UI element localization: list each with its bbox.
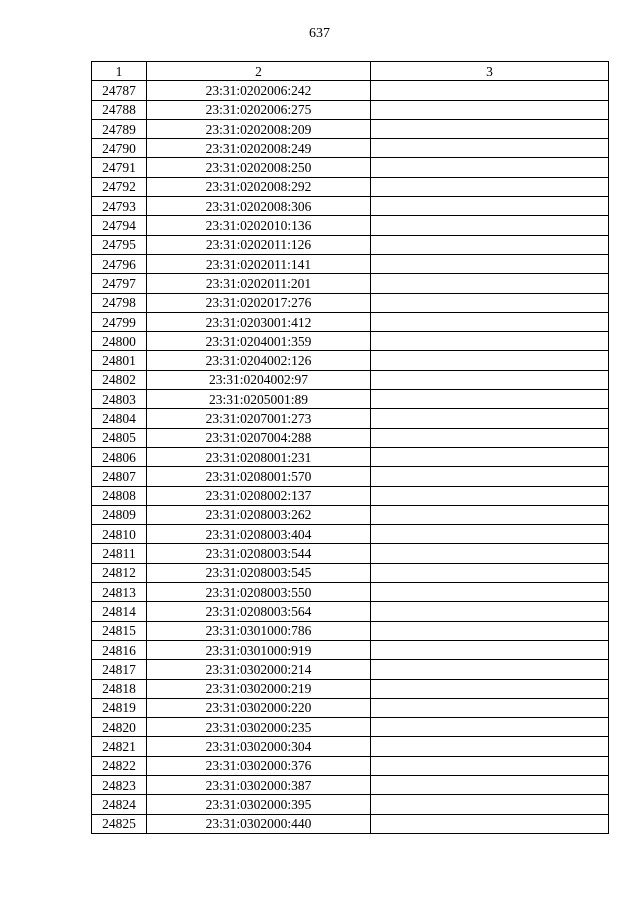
- table-row: [92, 698, 609, 717]
- note-cell: [371, 197, 609, 216]
- table-row: [92, 640, 609, 659]
- column-header-1: 1: [92, 62, 147, 81]
- cadastral-number-cell: 23:31:0204001:359: [147, 332, 371, 351]
- note-cell: [371, 602, 609, 621]
- table-row: [92, 351, 609, 370]
- row-number-cell: 24801: [92, 351, 147, 370]
- note-cell: [371, 428, 609, 447]
- table-row: [92, 216, 609, 235]
- row-number-cell: 24812: [92, 563, 147, 582]
- row-number-cell: 24799: [92, 312, 147, 331]
- note-cell: [371, 177, 609, 196]
- row-number-cell: 24816: [92, 640, 147, 659]
- column-header-3: 3: [371, 62, 609, 81]
- row-number-cell: 24800: [92, 332, 147, 351]
- cadastral-number-cell: 23:31:0302000:376: [147, 756, 371, 775]
- row-number-cell: 24796: [92, 254, 147, 273]
- row-number-cell: 24803: [92, 390, 147, 409]
- cadastral-number-cell: 23:31:0202008:249: [147, 139, 371, 158]
- cadastral-number-cell: 23:31:0202008:209: [147, 119, 371, 138]
- row-number-cell: 24809: [92, 505, 147, 524]
- note-cell: [371, 640, 609, 659]
- cadastral-number-cell: 23:31:0207004:288: [147, 428, 371, 447]
- row-number-cell: 24806: [92, 447, 147, 466]
- row-number-cell: 24815: [92, 621, 147, 640]
- cadastral-number-cell: 23:31:0202011:126: [147, 235, 371, 254]
- note-cell: [371, 718, 609, 737]
- row-number-cell: 24792: [92, 177, 147, 196]
- row-number-cell: 24797: [92, 274, 147, 293]
- table-row: [92, 795, 609, 814]
- cadastral-number-cell: 23:31:0302000:235: [147, 718, 371, 737]
- note-cell: [371, 100, 609, 119]
- note-cell: [371, 293, 609, 312]
- table-body: [92, 81, 609, 834]
- row-number-cell: 24825: [92, 814, 147, 833]
- row-number-cell: 24819: [92, 698, 147, 717]
- table-row: [92, 332, 609, 351]
- note-cell: [371, 756, 609, 775]
- cadastral-number-cell: 23:31:0208003:545: [147, 563, 371, 582]
- table-row: [92, 293, 609, 312]
- note-cell: [371, 216, 609, 235]
- table-row: [92, 81, 609, 100]
- note-cell: [371, 158, 609, 177]
- row-number-cell: 24791: [92, 158, 147, 177]
- note-cell: [371, 351, 609, 370]
- note-cell: [371, 409, 609, 428]
- table-row: [92, 467, 609, 486]
- cadastral-number-cell: 23:31:0208003:544: [147, 544, 371, 563]
- cadastral-number-cell: 23:31:0301000:919: [147, 640, 371, 659]
- cadastral-number-cell: 23:31:0202008:306: [147, 197, 371, 216]
- row-number-cell: 24810: [92, 525, 147, 544]
- note-cell: [371, 525, 609, 544]
- note-cell: [371, 486, 609, 505]
- cadastral-number-cell: 23:31:0202006:242: [147, 81, 371, 100]
- table-row: [92, 428, 609, 447]
- note-cell: [371, 544, 609, 563]
- cadastral-number-cell: 23:31:0203001:412: [147, 312, 371, 331]
- note-cell: [371, 254, 609, 273]
- cadastral-number-cell: 23:31:0204002:97: [147, 370, 371, 389]
- row-number-cell: 24807: [92, 467, 147, 486]
- note-cell: [371, 775, 609, 794]
- cadastral-number-cell: 23:31:0302000:395: [147, 795, 371, 814]
- cadastral-number-cell: 23:31:0202008:292: [147, 177, 371, 196]
- note-cell: [371, 332, 609, 351]
- table-row: [92, 775, 609, 794]
- row-number-cell: 24793: [92, 197, 147, 216]
- note-cell: [371, 119, 609, 138]
- table-row: [92, 718, 609, 737]
- note-cell: [371, 814, 609, 833]
- cadastral-number-cell: 23:31:0302000:304: [147, 737, 371, 756]
- note-cell: [371, 370, 609, 389]
- table-row: [92, 197, 609, 216]
- cadastral-number-cell: 23:31:0301000:786: [147, 621, 371, 640]
- row-number-cell: 24788: [92, 100, 147, 119]
- row-number-cell: 24823: [92, 775, 147, 794]
- cadastral-number-cell: 23:31:0302000:219: [147, 679, 371, 698]
- table-row: [92, 679, 609, 698]
- table-row: [92, 235, 609, 254]
- row-number-cell: 24805: [92, 428, 147, 447]
- row-number-cell: 24787: [92, 81, 147, 100]
- cadastral-number-cell: 23:31:0208002:137: [147, 486, 371, 505]
- cadastral-number-cell: 23:31:0302000:214: [147, 660, 371, 679]
- table-row: [92, 505, 609, 524]
- table-row: [92, 621, 609, 640]
- table-row: [92, 177, 609, 196]
- cadastral-number-cell: 23:31:0207001:273: [147, 409, 371, 428]
- note-cell: [371, 467, 609, 486]
- row-number-cell: 24811: [92, 544, 147, 563]
- note-cell: [371, 737, 609, 756]
- cadastral-number-cell: 23:31:0202011:201: [147, 274, 371, 293]
- table-row: [92, 544, 609, 563]
- row-number-cell: 24822: [92, 756, 147, 775]
- column-header-2: 2: [147, 62, 371, 81]
- cadastral-number-cell: 23:31:0202011:141: [147, 254, 371, 273]
- cadastral-number-cell: 23:31:0208003:262: [147, 505, 371, 524]
- cadastral-number-cell: 23:31:0202010:136: [147, 216, 371, 235]
- row-number-cell: 24808: [92, 486, 147, 505]
- table-row: [92, 254, 609, 273]
- note-cell: [371, 139, 609, 158]
- cadastral-number-cell: 23:31:0208001:231: [147, 447, 371, 466]
- table-row: [92, 312, 609, 331]
- table-row: [92, 447, 609, 466]
- table-row: [92, 737, 609, 756]
- note-cell: [371, 698, 609, 717]
- cadastral-number-cell: 23:31:0302000:440: [147, 814, 371, 833]
- row-number-cell: 24789: [92, 119, 147, 138]
- row-number-cell: 24813: [92, 583, 147, 602]
- table-header-row: [92, 62, 609, 81]
- table-row: [92, 563, 609, 582]
- cadastral-number-cell: 23:31:0202017:276: [147, 293, 371, 312]
- row-number-cell: 24824: [92, 795, 147, 814]
- cadastral-number-cell: 23:31:0202008:250: [147, 158, 371, 177]
- note-cell: [371, 583, 609, 602]
- row-number-cell: 24798: [92, 293, 147, 312]
- cadastral-number-cell: 23:31:0302000:220: [147, 698, 371, 717]
- row-number-cell: 24814: [92, 602, 147, 621]
- cadastral-number-cell: 23:31:0208001:570: [147, 467, 371, 486]
- row-number-cell: 24802: [92, 370, 147, 389]
- table-row: [92, 660, 609, 679]
- note-cell: [371, 235, 609, 254]
- note-cell: [371, 312, 609, 331]
- table-row: [92, 756, 609, 775]
- table-row: [92, 139, 609, 158]
- row-number-cell: 24820: [92, 718, 147, 737]
- row-number-cell: 24821: [92, 737, 147, 756]
- cadastral-number-cell: 23:31:0204002:126: [147, 351, 371, 370]
- table-row: [92, 370, 609, 389]
- table-row: [92, 158, 609, 177]
- note-cell: [371, 447, 609, 466]
- table-row: [92, 486, 609, 505]
- row-number-cell: 24817: [92, 660, 147, 679]
- table-row: [92, 814, 609, 833]
- note-cell: [371, 679, 609, 698]
- table-row: [92, 274, 609, 293]
- note-cell: [371, 563, 609, 582]
- table-row: [92, 583, 609, 602]
- note-cell: [371, 274, 609, 293]
- cadastral-number-cell: 23:31:0208003:404: [147, 525, 371, 544]
- cadastral-number-cell: 23:31:0202006:275: [147, 100, 371, 119]
- note-cell: [371, 795, 609, 814]
- table-row: [92, 525, 609, 544]
- note-cell: [371, 505, 609, 524]
- cadastral-number-cell: 23:31:0208003:564: [147, 602, 371, 621]
- cadastral-number-cell: 23:31:0302000:387: [147, 775, 371, 794]
- page-number: 637: [309, 26, 330, 41]
- table-row: [92, 119, 609, 138]
- table-row: [92, 602, 609, 621]
- note-cell: [371, 660, 609, 679]
- note-cell: [371, 390, 609, 409]
- cadastral-number-cell: 23:31:0205001:89: [147, 390, 371, 409]
- row-number-cell: 24795: [92, 235, 147, 254]
- row-number-cell: 24790: [92, 139, 147, 158]
- table-row: [92, 100, 609, 119]
- row-number-cell: 24804: [92, 409, 147, 428]
- note-cell: [371, 81, 609, 100]
- table-row: [92, 390, 609, 409]
- cadastral-number-cell: 23:31:0208003:550: [147, 583, 371, 602]
- table-row: [92, 409, 609, 428]
- cadastral-table: [91, 61, 609, 834]
- note-cell: [371, 621, 609, 640]
- row-number-cell: 24794: [92, 216, 147, 235]
- row-number-cell: 24818: [92, 679, 147, 698]
